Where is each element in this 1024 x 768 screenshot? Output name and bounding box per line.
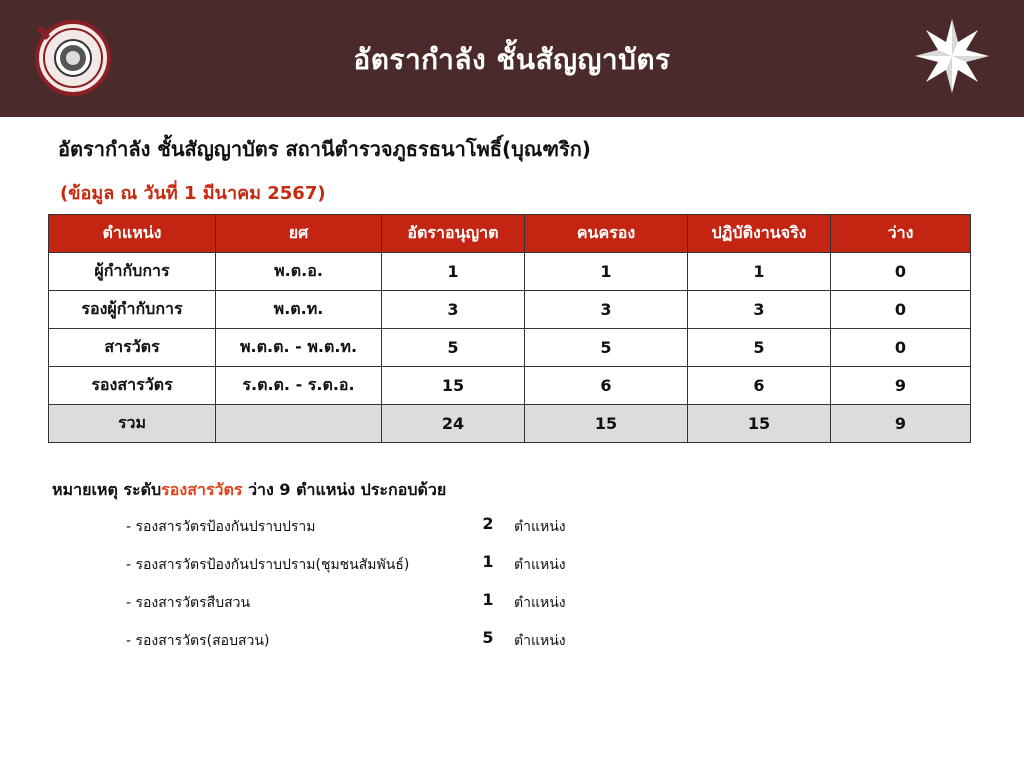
column-header-vacant: ว่าง <box>831 215 971 253</box>
table-cell: 3 <box>688 291 831 329</box>
note-item-label: - รองสารวัตรป้องกันปราบปราม <box>126 519 316 535</box>
table-cell: 5 <box>525 329 688 367</box>
note-prefix: หมายเหตุ ระดับ <box>52 480 162 499</box>
list-item <box>126 552 586 590</box>
list-item <box>126 514 586 552</box>
note-item-count: 5 <box>482 628 494 647</box>
header-bar <box>0 0 1024 117</box>
note-item-unit: ตำแหน่ง <box>514 557 566 573</box>
column-header-authorized: อัตราอนุญาต <box>382 215 525 253</box>
table-cell: 5 <box>382 329 525 367</box>
note-suffix: ว่าง 9 ตำแหน่ง ประกอบด้วย <box>242 480 447 499</box>
note-item-label: - รองสารวัตรป้องกันปราบปราม(ชุมชนสัมพันธ์) <box>126 557 410 573</box>
column-header-occupied: คนครอง <box>525 215 688 253</box>
list-item <box>126 628 586 666</box>
note-item-label: - รองสารวัตร(สอบสวน) <box>126 633 270 649</box>
table-total-row <box>49 405 971 443</box>
note-item-unit: ตำแหน่ง <box>514 633 566 649</box>
table-cell: 1 <box>688 253 831 291</box>
star-icon <box>914 18 990 94</box>
table-cell: 0 <box>831 291 971 329</box>
table-cell: 0 <box>831 253 971 291</box>
total-authorized: 24 <box>382 405 525 443</box>
table-cell: ผู้กำกับการ <box>49 253 216 291</box>
note-item-label: - รองสารวัตรสืบสวน <box>126 595 251 611</box>
total-label: รวม <box>49 405 216 443</box>
column-header-working: ปฏิบัติงานจริง <box>688 215 831 253</box>
column-header-position: ตำแหน่ง <box>49 215 216 253</box>
table-cell: 9 <box>831 367 971 405</box>
table-cell <box>216 405 382 443</box>
note-item-count: 1 <box>482 590 494 609</box>
table-row <box>49 253 971 291</box>
table-cell: 0 <box>831 329 971 367</box>
table-row <box>49 367 971 405</box>
table-cell: 6 <box>688 367 831 405</box>
total-occupied: 15 <box>525 405 688 443</box>
note-list <box>126 514 586 666</box>
table-header-row <box>49 215 971 253</box>
header-title: อัตรากำลัง ชั้นสัญญาบัตร <box>353 43 671 76</box>
note-item-count: 2 <box>482 514 494 533</box>
table-cell: 5 <box>688 329 831 367</box>
staff-table <box>48 214 971 443</box>
note-highlight: รองสารวัตร <box>161 480 243 499</box>
table-cell: 6 <box>525 367 688 405</box>
table-cell: พ.ต.ท. <box>216 291 382 329</box>
note-item-unit: ตำแหน่ง <box>514 519 566 535</box>
page-subtitle: (ข้อมูล ณ วันที่ 1 มีนาคม 2567) <box>60 183 326 204</box>
note-heading <box>52 478 446 503</box>
table-cell: 3 <box>382 291 525 329</box>
total-vacant: 9 <box>831 405 971 443</box>
table-cell: รองผู้กำกับการ <box>49 291 216 329</box>
table-cell: 3 <box>525 291 688 329</box>
table-cell: 1 <box>525 253 688 291</box>
table-cell: สารวัตร <box>49 329 216 367</box>
table-row <box>49 329 971 367</box>
table-row <box>49 291 971 329</box>
list-item <box>126 590 586 628</box>
table-cell: พ.ต.อ. <box>216 253 382 291</box>
table-cell: รองสารวัตร <box>49 367 216 405</box>
table-cell: 15 <box>382 367 525 405</box>
note-item-unit: ตำแหน่ง <box>514 595 566 611</box>
table-cell: พ.ต.ต. - พ.ต.ท. <box>216 329 382 367</box>
table-cell: ร.ต.ต. - ร.ต.อ. <box>216 367 382 405</box>
note-item-count: 1 <box>482 552 494 571</box>
total-working: 15 <box>688 405 831 443</box>
page-title: อัตรากำลัง ชั้นสัญญาบัตร สถานีตำรวจภูธรธนาโพธิ์(บุณฑริก) <box>58 137 591 161</box>
table-cell: 1 <box>382 253 525 291</box>
column-header-rank: ยศ <box>216 215 382 253</box>
